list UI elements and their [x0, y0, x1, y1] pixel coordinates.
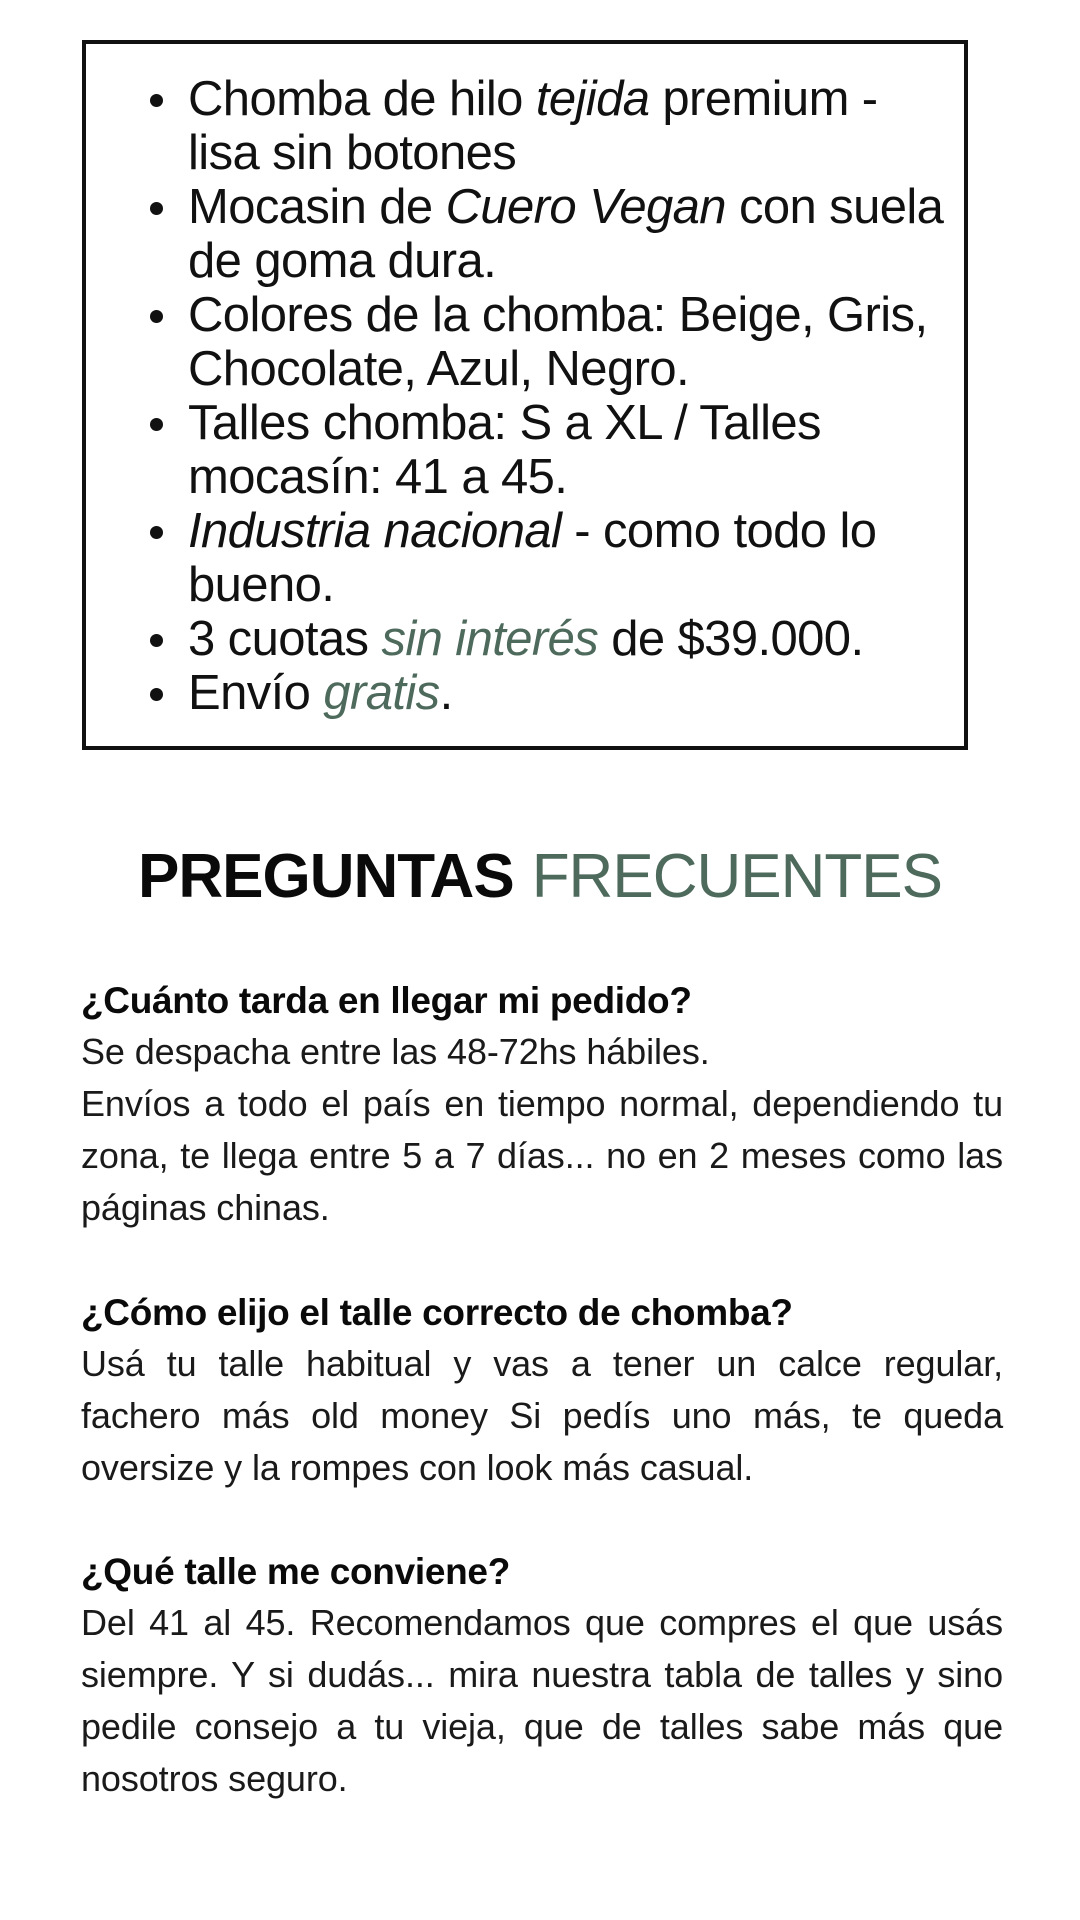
faq-answer: [81, 1026, 1003, 1234]
faq-answer-line: Del 41 al 45. Recomendamos que compres el que usás siempre. Y si dudás... mira nuestra tabla de talles y sino pedile consejo a tu vieja, que de talles sabe más que nosotros seguro.: [81, 1602, 1003, 1799]
faq-question: ¿Cuánto tarda en llegar mi pedido?: [81, 980, 692, 1021]
feature-item: Envío gratis.: [188, 666, 944, 720]
feature-highlight: sin interés: [381, 612, 599, 666]
feature-item: Chomba de hilo tejida premium - lisa sin botones: [188, 72, 944, 180]
feature-highlight: gratis: [323, 666, 440, 720]
faq-question: ¿Cómo elijo el talle correcto de chomba?: [81, 1292, 793, 1333]
faq-answer-line: Usá tu talle habitual y vas a tener un calce regular, fachero más old money Si pedís uno más, te queda oversize y la rompes con look más casual.: [81, 1343, 1003, 1488]
feature-item: 3 cuotas sin interés de $39.000.: [188, 612, 944, 666]
faq-item-chomba-size: [81, 1288, 1003, 1494]
feature-item: Industria nacional - como todo lo bueno.: [188, 504, 944, 612]
faq-answer: [81, 1338, 1003, 1494]
faq-title-light: FRECUENTES: [531, 842, 942, 911]
feature-emphasis: Cuero Vegan: [445, 180, 726, 234]
feature-emphasis: Industria nacional: [188, 504, 562, 558]
faq-answer-line: Envíos a todo el país en tiempo normal, dependiendo tu zona, te llega entre 5 a 7 días... no en 2 meses como las páginas chinas.: [81, 1083, 1003, 1228]
feature-item: Mocasin de Cuero Vegan con suela de goma dura.: [188, 180, 944, 288]
faq-title-bold: PREGUNTAS: [138, 842, 514, 911]
faq-title: [0, 842, 1080, 912]
faq-item-shoe-size: [81, 1547, 1003, 1805]
feature-item: Colores de la chomba: Beige, Gris, Chocolate, Azul, Negro.: [188, 288, 944, 396]
faq-answer: [81, 1597, 1003, 1805]
faq-question: ¿Qué talle me conviene?: [81, 1551, 511, 1592]
feature-item: Talles chomba: S a XL / Talles mocasín: 41 a 45.: [188, 396, 944, 504]
faq-answer-line: Se despacha entre las 48-72hs hábiles.: [81, 1031, 710, 1072]
features-box: [82, 40, 968, 750]
features-list: [86, 44, 964, 720]
feature-emphasis: tejida: [535, 72, 650, 126]
faq-item-shipping-time: [81, 976, 1003, 1234]
